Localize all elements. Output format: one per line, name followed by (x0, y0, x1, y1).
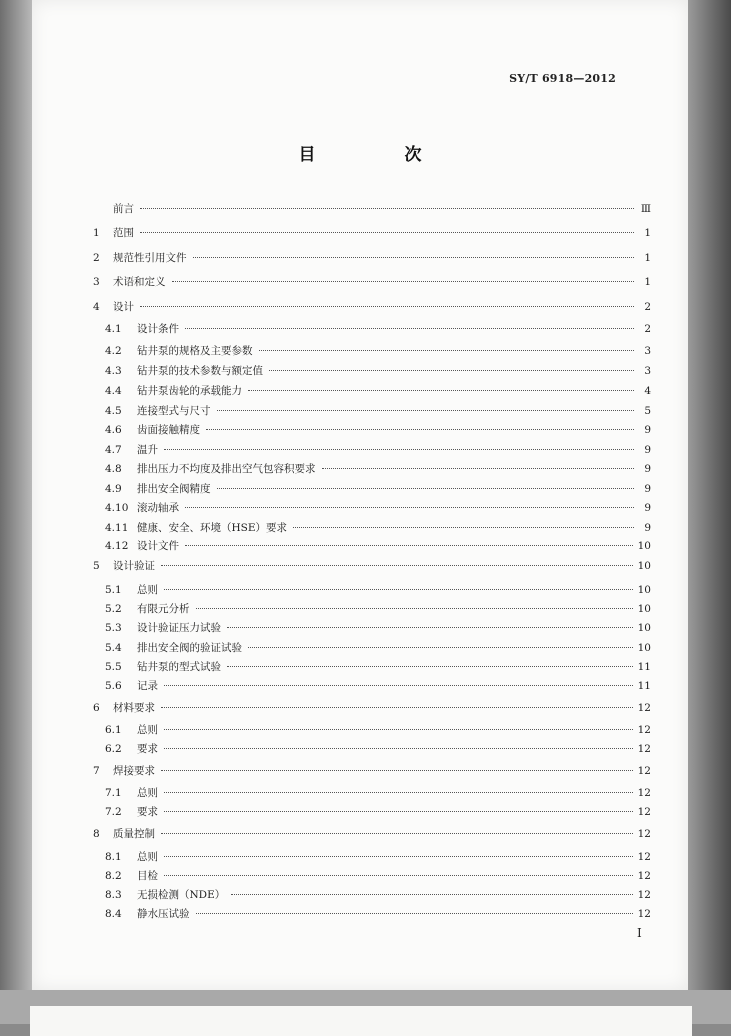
toc-entry (105, 462, 651, 476)
dot-leader (161, 565, 633, 566)
toc-entry-number: 5 (93, 560, 100, 572)
toc-entry-number: 8.4 (105, 908, 122, 920)
toc-entry-title: 钻井泵齿轮的承载能力 (137, 385, 242, 397)
toc-entry (93, 764, 651, 778)
toc-entry (105, 805, 651, 819)
toc-entry-number: 8 (93, 828, 100, 840)
toc-entry (93, 202, 651, 216)
toc-entry-page-number: 1 (644, 252, 651, 264)
dot-leader (185, 507, 634, 508)
dot-leader (206, 429, 634, 430)
toc-entry-number: 5.1 (105, 584, 122, 596)
toc-entry-number: 8.1 (105, 851, 122, 863)
toc-entry-page-number: 12 (637, 787, 651, 799)
toc-entry-page-number: 12 (637, 724, 651, 736)
dot-leader (293, 527, 634, 528)
toc-entry-page-number: 12 (637, 908, 651, 920)
toc-entry-number: 4.3 (105, 365, 122, 377)
toc-entry-number: 4.1 (105, 323, 122, 335)
toc-entry-number: 6.2 (105, 743, 122, 755)
toc-entry-title: 前言 (113, 203, 134, 215)
toc-entry-number: 7.1 (105, 787, 122, 799)
toc-entry-page-number: 1 (644, 276, 651, 288)
toc-entry-page-number: 12 (637, 870, 651, 882)
dot-leader (164, 856, 633, 857)
toc-entry-page-number: 4 (644, 385, 651, 397)
dot-leader (140, 306, 634, 307)
dot-leader (164, 748, 633, 749)
toc-entry-page-number: 1 (644, 227, 651, 239)
toc-entry-page-number: 2 (644, 323, 651, 335)
toc-entry-number: 4.11 (105, 522, 129, 534)
toc-entry-title: 钻井泵的型式试验 (137, 661, 221, 673)
dot-leader (161, 707, 633, 708)
toc-entry-number: 4.6 (105, 424, 122, 436)
toc-entry-number: 7.2 (105, 806, 122, 818)
toc-entry (105, 539, 651, 553)
toc-entry-title: 要求 (137, 743, 158, 755)
toc-entry-number: 2 (93, 252, 100, 264)
toc-entry (105, 888, 651, 902)
toc-entry-page-number: 9 (644, 483, 651, 495)
dot-leader (164, 449, 634, 450)
toc-entry (105, 521, 651, 535)
dot-leader (164, 811, 633, 812)
toc-entry-number: 4.7 (105, 444, 122, 456)
toc-entry (105, 501, 651, 515)
dot-leader (196, 913, 633, 914)
dot-leader (227, 666, 633, 667)
toc-entry-page-number: 9 (644, 463, 651, 475)
toc-entry-title: 规范性引用文件 (113, 252, 187, 264)
toc-entry (105, 869, 651, 883)
toc-entry-page-number: 3 (644, 345, 651, 357)
toc-entry-number: 4.5 (105, 405, 122, 417)
dot-leader (196, 608, 633, 609)
toc-entry (105, 786, 651, 800)
dot-leader (227, 627, 633, 628)
dot-leader (164, 589, 633, 590)
toc-entry-title: 术语和定义 (113, 276, 166, 288)
toc-entry-title: 排出压力不均度及排出空气包容积要求 (137, 463, 316, 475)
toc-entry-title: 排出安全阀的验证试验 (137, 642, 242, 654)
dot-leader (322, 468, 635, 469)
dot-leader (217, 488, 635, 489)
toc-entry-page-number: 3 (644, 365, 651, 377)
toc-entry (105, 423, 651, 437)
toc-entry-title: 设计验证压力试验 (137, 622, 221, 634)
toc-entry-number: 5.4 (105, 642, 122, 654)
toc-entry (105, 384, 651, 398)
toc-entry-title: 连接型式与尺寸 (137, 405, 211, 417)
toc-entry-page-number: 12 (637, 702, 651, 714)
toc-entry (93, 300, 651, 314)
dot-leader (164, 792, 633, 793)
toc-entry (93, 275, 651, 289)
toc-entry-number: 7 (93, 765, 100, 777)
dot-leader (193, 257, 635, 258)
toc-entry-title: 总则 (137, 724, 158, 736)
toc-entry-title: 设计文件 (137, 540, 179, 552)
toc-entry-title: 有限元分析 (137, 603, 190, 615)
scan-background-right (688, 0, 731, 1024)
toc-entry-number: 5.2 (105, 603, 122, 615)
toc-entry-title: 健康、安全、环境（HSE）要求 (137, 522, 288, 534)
toc-entry-page-number: 9 (644, 502, 651, 514)
dot-leader (161, 770, 633, 771)
toc-entry-page-number: 10 (637, 540, 651, 552)
dot-leader (185, 328, 634, 329)
toc-entry-title: 排出安全阀精度 (137, 483, 211, 495)
dot-leader (259, 350, 635, 351)
toc-entry (105, 679, 651, 693)
toc-entry (93, 226, 651, 240)
toc-entry-number: 4.2 (105, 345, 122, 357)
toc-entry-title: 齿面接触精度 (137, 424, 200, 436)
toc-entry (105, 443, 651, 457)
page-title: 目 次 (298, 145, 458, 165)
dot-leader (161, 833, 633, 834)
toc-entry-title: 总则 (137, 584, 158, 596)
toc-entry-title: 静水压试验 (137, 908, 190, 920)
dot-leader (140, 232, 634, 233)
dot-leader (248, 647, 633, 648)
toc-entry-number: 8.2 (105, 870, 122, 882)
toc-entry (93, 559, 651, 573)
toc-entry-page-number: 5 (644, 405, 651, 417)
dot-leader (217, 410, 635, 411)
toc-entry-page-number: 11 (637, 661, 651, 673)
toc-entry-page-number: 10 (637, 622, 651, 634)
toc-entry (105, 482, 651, 496)
toc-entry-title: 材料要求 (113, 702, 155, 714)
toc-entry-title: 总则 (137, 851, 158, 863)
toc-entry-title: 目检 (137, 870, 158, 882)
toc-entry-page-number: 2 (644, 301, 651, 313)
toc-entry-number: 4 (93, 301, 100, 313)
toc-entry-page-number: 12 (637, 806, 651, 818)
toc-entry-title: 滚动轴承 (137, 502, 179, 514)
toc-entry (105, 583, 651, 597)
dot-leader (231, 894, 632, 895)
toc-entry-number: 5.3 (105, 622, 122, 634)
dot-leader (164, 875, 633, 876)
toc-entry-title: 质量控制 (113, 828, 155, 840)
toc-entry-title: 设计 (113, 301, 134, 313)
toc-entry (105, 850, 651, 864)
toc-entry-number: 4.10 (105, 502, 129, 514)
toc-entry-page-number: 12 (637, 889, 651, 901)
toc-entry (105, 907, 651, 921)
dot-leader (164, 729, 633, 730)
toc-entry (93, 701, 651, 715)
toc-entry-number: 8.3 (105, 889, 122, 901)
toc-entry-number: 1 (93, 227, 100, 239)
toc-entry-page-number: 11 (637, 680, 651, 692)
toc-entry-page-number: Ⅲ (640, 203, 651, 215)
toc-entry-number: 5.6 (105, 680, 122, 692)
dot-leader (140, 208, 634, 209)
toc-entry-title: 范围 (113, 227, 134, 239)
toc-entry-number: 5.5 (105, 661, 122, 673)
toc-entry-title: 温升 (137, 444, 158, 456)
toc-entry-number: 4.12 (105, 540, 129, 552)
toc-entry-page-number: 12 (637, 851, 651, 863)
dot-leader (248, 390, 634, 391)
dot-leader (185, 545, 633, 546)
dot-leader (269, 370, 634, 371)
toc-entry-title: 记录 (137, 680, 158, 692)
toc-entry (105, 404, 651, 418)
toc-entry-page-number: 10 (637, 642, 651, 654)
toc-entry (105, 660, 651, 674)
toc-entry (105, 322, 651, 336)
toc-entry-page-number: 9 (644, 444, 651, 456)
dot-leader (164, 685, 633, 686)
scan-background-left (0, 0, 32, 1024)
toc-entry-title: 设计条件 (137, 323, 179, 335)
document-page (32, 0, 688, 990)
toc-entry-title: 焊接要求 (113, 765, 155, 777)
toc-entry-number: 6 (93, 702, 100, 714)
toc-entry-page-number: 12 (637, 743, 651, 755)
toc-entry-number: 6.1 (105, 724, 122, 736)
toc-entry (105, 364, 651, 378)
toc-entry-page-number: 12 (637, 765, 651, 777)
toc-entry (105, 641, 651, 655)
toc-entry-page-number: 10 (637, 603, 651, 615)
toc-entry-title: 设计验证 (113, 560, 155, 572)
toc-entry (105, 723, 651, 737)
toc-entry (105, 621, 651, 635)
toc-entry-number: 4.4 (105, 385, 122, 397)
page-folio: Ⅰ (637, 926, 642, 940)
toc-entry (93, 827, 651, 841)
toc-entry-title: 总则 (137, 787, 158, 799)
toc-entry-number: 4.9 (105, 483, 122, 495)
toc-entry-page-number: 10 (637, 560, 651, 572)
toc-entry (105, 344, 651, 358)
toc-entry (105, 602, 651, 616)
standard-code: SY/T 6918—2012 (509, 72, 616, 85)
toc-entry-title: 钻井泵的规格及主要参数 (137, 345, 253, 357)
toc-entry-title: 钻井泵的技术参数与额定值 (137, 365, 263, 377)
toc-entry-page-number: 10 (637, 584, 651, 596)
toc-entry-page-number: 12 (637, 828, 651, 840)
toc-entry-page-number: 9 (644, 424, 651, 436)
toc-entry-title: 无损检测（NDE） (137, 889, 226, 901)
toc-entry-page-number: 9 (644, 522, 651, 534)
toc-entry-title: 要求 (137, 806, 158, 818)
toc-entry-number: 4.8 (105, 463, 122, 475)
toc-entry (105, 742, 651, 756)
toc-entry (93, 251, 651, 265)
toc-entry-number: 3 (93, 276, 100, 288)
next-page-edge (30, 1006, 692, 1036)
dot-leader (172, 281, 635, 282)
